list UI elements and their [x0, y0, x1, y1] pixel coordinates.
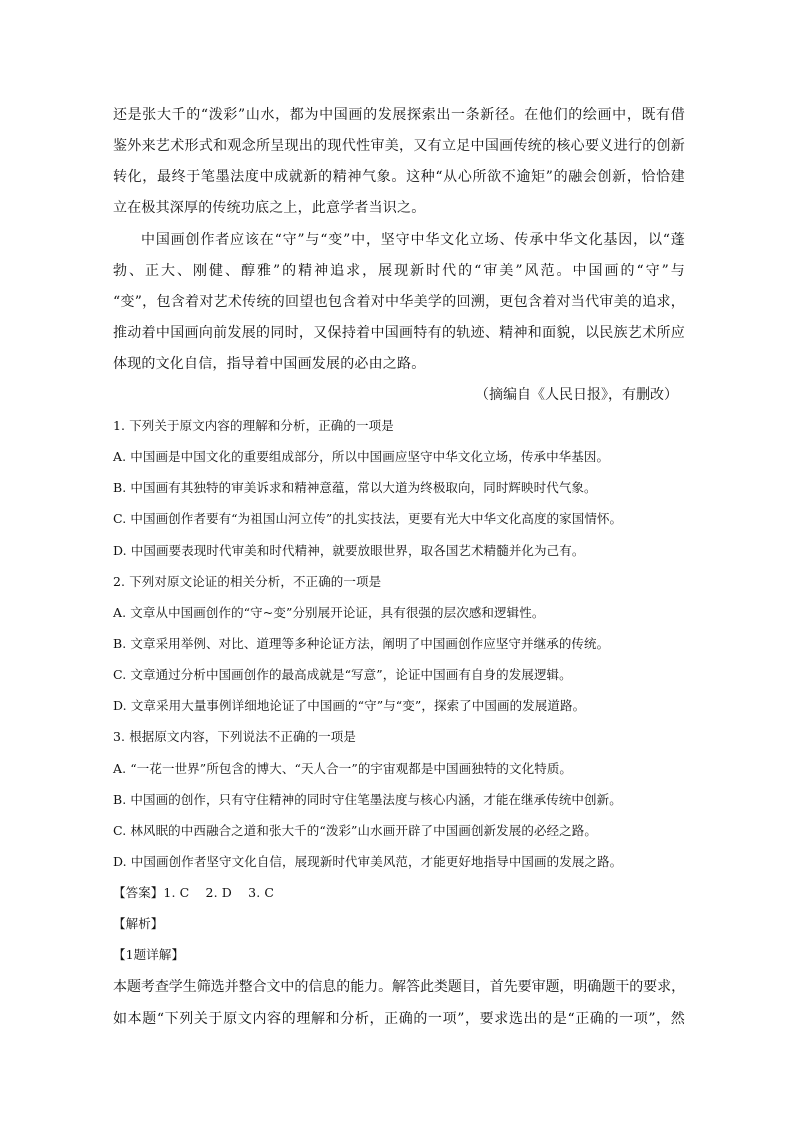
- passage-line-6: 勃、正大、刚健、醇雅”的精神追求，展现新时代的“审美”风范。中国画的“守”与: [113, 263, 685, 279]
- passage-line-2: 鉴外来艺术形式和观念所呈现出的现代性审美，又有立足中国画传统的核心要义进行的创新: [113, 138, 685, 154]
- question-3-option-c: C. 林风眠的中西融合之道和张大千的“泼彩”山水画开辟了中国画创新发展的必经之路。: [113, 823, 597, 838]
- question-2-option-b: B. 文章采用举例、对比、道理等多种论证方法，阐明了中国画创作应坚守并继承的传统。: [113, 636, 610, 651]
- passage-line-9: 体现的文化自信，指导着中国画发展的必由之路。: [113, 356, 426, 372]
- passage-line-1: 还是张大千的“泼彩”山水，都为中国画的发展探索出一条新径。在他们的绘画中，既有借: [113, 107, 685, 123]
- question-2-stem: 2. 下列对原文论证的相关分析，不正确的一项是: [113, 574, 382, 589]
- detail-line-2: 如本题“下列关于原文内容的理解和分析，正确的一项”，要求选出的是“正确的一项”，然: [113, 1011, 685, 1027]
- question-1-option-a: A. 中国画是中国文化的重要组成部分，所以中国画应坚守中华文化立场，传承中华基因。: [113, 449, 610, 464]
- answer-line: 【答案】1. C 2. D 3. C: [113, 885, 275, 900]
- question-3-option-d: D. 中国画创作者坚守文化自信，展现新时代审美风范，才能更好地指导中国画的发展之路。: [113, 854, 623, 869]
- question-1-stem: 1. 下列关于原文内容的理解和分析，正确的一项是: [113, 418, 394, 433]
- question-1-option-b: B. 中国画有其独特的审美诉求和精神意蕴，常以大道为终极取向，同时辉映时代气象。: [113, 480, 597, 495]
- question-3-option-b: B. 中国画的创作，只有守住精神的同时守住笔墨法度与核心内涵，才能在继承传统中创新。: [113, 792, 622, 807]
- passage-line-7: “变”，包含着对艺术传统的回望也包含着对中华美学的回溯，更包含着对当代审美的追求，: [113, 294, 685, 310]
- passage-line-5: 中国画创作者应该在“守”与“变”中，坚守中华文化立场、传承中华文化基因，以“蓬: [141, 232, 685, 248]
- passage-line-8: 推动着中国画向前发展的同时，又保持着中国画特有的轨迹、精神和面貌，以民族艺术所应: [113, 325, 685, 341]
- question-1-option-d: D. 中国画要表现时代审美和时代精神，就要放眼世界，取各国艺术精髓并化为己有。: [113, 543, 585, 558]
- question-2-option-a: A. 文章从中国画创作的“守~变”分别展开论证，具有很强的层次感和逻辑性。: [113, 605, 545, 620]
- analysis-heading: 【解析】: [113, 916, 164, 931]
- question-2-option-d: D. 文章采用大量事例详细地论证了中国画的“守”与“变”，探索了中国画的发展道路。: [113, 698, 586, 713]
- detail-heading: 【1题详解】: [113, 947, 185, 962]
- question-2-option-c: C. 文章通过分析中国画创作的最高成就是“写意”，论证中国画有自身的发展逻辑。: [113, 667, 572, 682]
- passage-line-3: 转化，最终于笔墨法度中成就新的精神气象。这种“从心所欲不逾矩”的融会创新，恰恰建: [113, 169, 685, 185]
- passage-line-4: 立在极其深厚的传统功底之上，此意学者当识之。: [113, 200, 426, 216]
- question-1-option-c: C. 中国画创作者要有“为祖国山河立传”的扎实技法，更要有光大中华文化高度的家国情怀。: [113, 511, 623, 526]
- source-citation: （摘编自《人民日报》，有删改）: [475, 387, 678, 403]
- detail-line-1: 本题考查学生筛选并整合文中的信息的能力。解答此类题目，首先要审题，明确题干的要求，: [113, 979, 685, 995]
- question-3-option-a: A. “一花一世界”所包含的博大、“天人合一”的宇宙观都是中国画独特的文化特质。: [113, 761, 573, 776]
- question-3-stem: 3. 根据原文内容，下列说法不正确的一项是: [113, 729, 357, 744]
